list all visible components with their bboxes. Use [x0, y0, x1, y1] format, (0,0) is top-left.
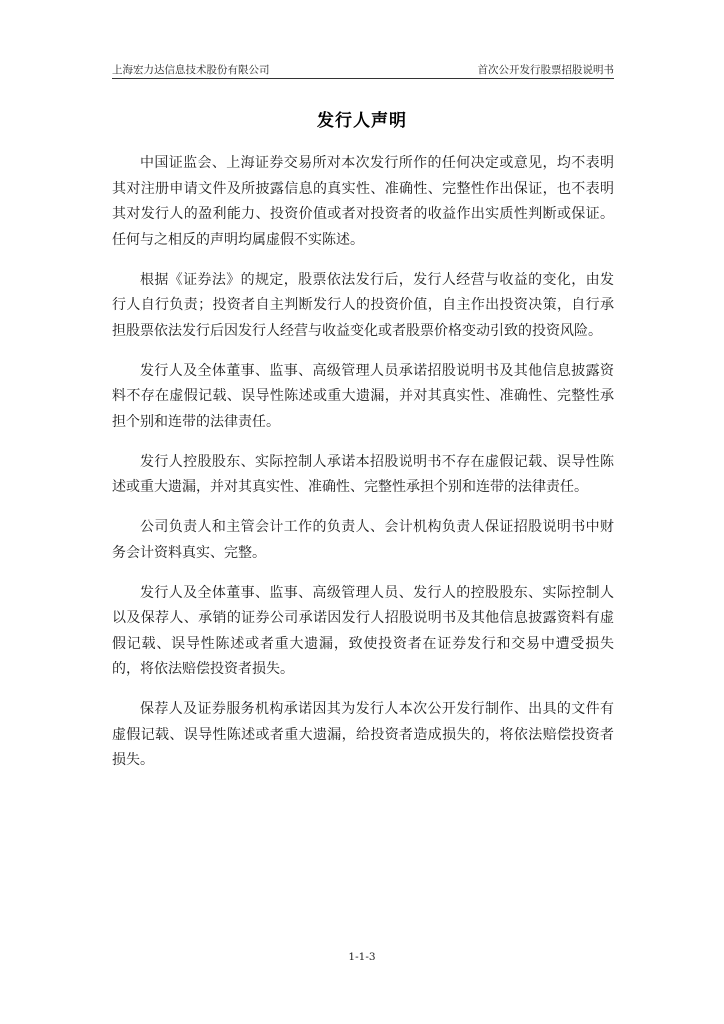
page-number: 1-1-3	[348, 951, 376, 963]
statement-body	[112, 151, 614, 788]
statement-paragraph-1: 中国证监会、上海证券交易所对本次发行所作的任何决定或意见，均不表明其对注册申请文件及所披露信息的真实性、准确性、完整性作出保证，也不表明其对发行人的盈利能力、投资价值或者对投资者的收益作出实质性判断或保证。任何与之相反的声明均属虚假不实陈述。	[112, 155, 614, 248]
statement-paragraph-7: 保荐人及证券服务机构承诺因其为发行人本次公开发行制作、出具的文件有虚假记载、误导性陈述或者重大遗漏，给投资者造成损失的，将依法赔偿投资者损失。	[112, 701, 614, 768]
statement-paragraph-6: 发行人及全体董事、监事、高级管理人员、发行人的控股股东、实际控制人以及保荐人、承销的证券公司承诺因发行人招股说明书及其他信息披露资料有虚假记载、误导性陈述或者重大遗漏，致使投资者在证券发行和交易中遭受损失的，将依法赔偿投资者损失。	[112, 584, 614, 677]
statement-paragraph-5: 公司负责人和主管会计工作的负责人、会计机构负责人保证招股说明书中财务会计资料真实、完整。	[112, 519, 614, 561]
statement-paragraph-4: 发行人控股股东、实际控制人承诺本招股说明书不存在虚假记载、误导性陈述或重大遗漏，并对其真实性、准确性、完整性承担个别和连带的法律责任。	[112, 453, 614, 495]
page-title: 发行人声明	[317, 111, 407, 131]
header-divider	[112, 78, 614, 79]
header-company-name: 上海宏力达信息技术股份有限公司	[112, 64, 270, 76]
statement-paragraph-2: 根据《证券法》的规定，股票依法发行后，发行人经营与收益的变化，由发行人自行负责；投资者自主判断发行人的投资价值，自主作出投资决策，自行承担股票依法发行后因发行人经营与收益变化或者股票价格变动引致的投资风险。	[112, 271, 614, 339]
page-header	[112, 60, 614, 78]
statement-paragraph-3: 发行人及全体董事、监事、高级管理人员承诺招股说明书及其他信息披露资料不存在虚假记载、误导性陈述或重大遗漏，并对其真实性、准确性、完整性承担个别和连带的法律责任。	[112, 362, 614, 430]
header-document-title: 首次公开发行股票招股说明书	[477, 64, 614, 76]
